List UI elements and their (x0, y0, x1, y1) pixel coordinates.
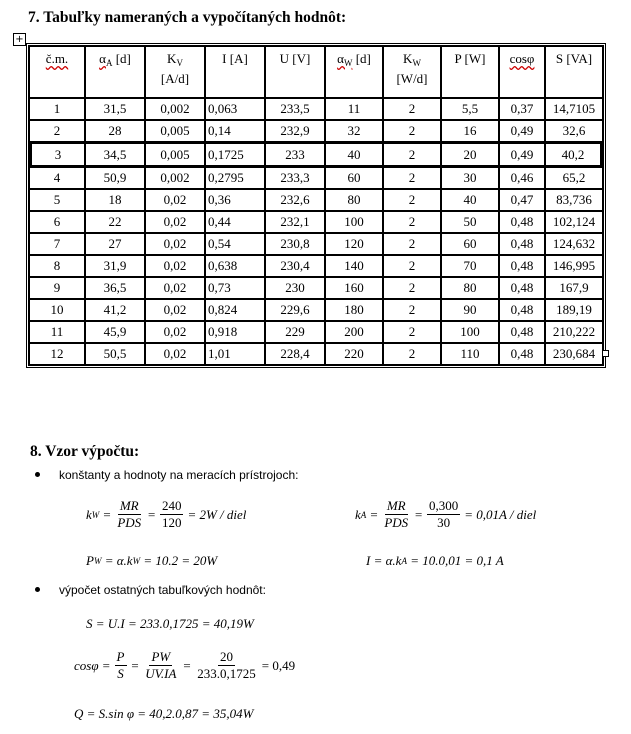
table-cell: 8 (29, 255, 85, 277)
table-cell: 2 (383, 299, 441, 321)
header-cm: č.m. (29, 46, 85, 98)
table-cell: 0,36 (205, 189, 265, 211)
table-cell: 31,9 (85, 255, 145, 277)
table-body (29, 98, 603, 365)
table-cell: 0,02 (145, 211, 205, 233)
table-cell: 7 (29, 233, 85, 255)
table-cell: 180 (325, 299, 383, 321)
formula-cos: cosφ = $\frac{P}{S}$ = $\frac{PW}{UV.IA}$ = $\frac{20}{233.0,1725}$ = 0,49 (74, 649, 296, 681)
table-row (29, 277, 603, 299)
table-cell: 50 (441, 211, 499, 233)
bullet-icon (35, 587, 40, 592)
table-row (29, 120, 603, 142)
table-cell: 40 (441, 189, 499, 211)
table-cell: 41,2 (85, 299, 145, 321)
table-cell: 110 (441, 343, 499, 365)
header-cos: cosφ (499, 46, 545, 98)
table-cell: 10 (29, 299, 85, 321)
header-alpha-a: $\alpha_A$ [d] (85, 46, 145, 98)
table-cell: 140 (325, 255, 383, 277)
table-cell: 36,5 (85, 277, 145, 299)
table-cell: 0,2795 (205, 167, 265, 189)
table-cell: 1,01 (205, 343, 265, 365)
bullet-icon (35, 472, 40, 477)
table-cell: 0,48 (499, 321, 545, 343)
table-cell: 50,5 (85, 343, 145, 365)
table-cell: 40 (325, 142, 383, 167)
header-kw: $K_W$ [W/d] (383, 46, 441, 98)
table-cell: 50,9 (85, 167, 145, 189)
table-cell: 0,48 (499, 299, 545, 321)
table-resize-handle-icon[interactable] (602, 350, 609, 357)
table-cell: 83,736 (545, 189, 603, 211)
table-cell: 0,49 (499, 120, 545, 142)
table-cell: 0,02 (145, 233, 205, 255)
table-row (29, 167, 603, 189)
header-kv: $K_V$ [A/d] (145, 46, 205, 98)
table-cell: 32 (325, 120, 383, 142)
table-cell: 0,49 (499, 142, 545, 167)
table-cell: 12 (29, 343, 85, 365)
table-cell: 220 (325, 343, 383, 365)
table-cell: 0,02 (145, 299, 205, 321)
header-s: S [VA] (545, 46, 603, 98)
table-cell: 210,222 (545, 321, 603, 343)
table-cell: 0,005 (145, 120, 205, 142)
table-cell: 230 (265, 277, 325, 299)
table-cell: 2 (383, 120, 441, 142)
table-cell: 0,02 (145, 321, 205, 343)
formula-kw: k W = $\frac{MR}{\text{PDS}}$ = $\frac{240}{120}$ = 2W / diel (86, 498, 247, 530)
table-cell: 0,002 (145, 167, 205, 189)
table-cell: 2 (383, 343, 441, 365)
table-cell: 232,1 (265, 211, 325, 233)
formula-pw: P W = α.k W = 10.2 = 20W (86, 553, 218, 568)
table-cell: 22 (85, 211, 145, 233)
table-cell: 0,824 (205, 299, 265, 321)
table-cell: 0,02 (145, 343, 205, 365)
table-cell: 2 (383, 233, 441, 255)
header-p: P [W] (441, 46, 499, 98)
table-cell: 0,54 (205, 233, 265, 255)
table-cell: 80 (325, 189, 383, 211)
section-8-heading: 8. Vzor výpočtu: (30, 443, 140, 460)
table-row (29, 321, 603, 343)
table-cell: 14,7105 (545, 98, 603, 120)
formula-s: S = U.I = 233.0,1725 = 40,19W (86, 616, 254, 631)
table-cell: 11 (29, 321, 85, 343)
table-cell: 189,19 (545, 299, 603, 321)
table-cell: 2 (383, 142, 441, 167)
table-cell: 0,73 (205, 277, 265, 299)
header-alpha-w: $\alpha_W$ [d] (325, 46, 383, 98)
table-cell: 0,47 (499, 189, 545, 211)
table-cell: 120 (325, 233, 383, 255)
table-cell: 2 (383, 189, 441, 211)
table-cell: 0,02 (145, 277, 205, 299)
table-row (29, 299, 603, 321)
table-cell: 0,02 (145, 189, 205, 211)
table-header-row (29, 46, 603, 98)
table-cell: 4 (29, 167, 85, 189)
bullet-other-text: výpočet ostatných tabuľkových hodnôt: (59, 583, 266, 597)
table-cell: 2 (383, 255, 441, 277)
table-cell: 2 (383, 277, 441, 299)
table-cell: 160 (325, 277, 383, 299)
table-cell: 0,02 (145, 255, 205, 277)
table-cell: 232,6 (265, 189, 325, 211)
table-cell: 233,5 (265, 98, 325, 120)
formula-q: Q = S.sin φ = 40,2.0,87 = 35,04W (74, 706, 254, 721)
table-cell: 5 (29, 189, 85, 211)
table-cell: 0,1725 (205, 142, 265, 167)
table-cell: 229,6 (265, 299, 325, 321)
table-cell: 229 (265, 321, 325, 343)
table-cell: 28 (85, 120, 145, 142)
table-row (29, 142, 603, 167)
table-cell: 2 (29, 120, 85, 142)
table-cell: 124,632 (545, 233, 603, 255)
table-cell: 70 (441, 255, 499, 277)
table-cell: 45,9 (85, 321, 145, 343)
table-cell: 2 (383, 167, 441, 189)
table-cell: 100 (325, 211, 383, 233)
table-cell: 228,4 (265, 343, 325, 365)
table-cell: 0,638 (205, 255, 265, 277)
table-cell: 65,2 (545, 167, 603, 189)
table-row (29, 98, 603, 120)
table-cell: 0,063 (205, 98, 265, 120)
table-cell: 3 (29, 142, 85, 167)
table-cell: 16 (441, 120, 499, 142)
formula-ka: k A = $\frac{MR}{\text{PDS}}$ = $\frac{0,300}{30}$ = 0,01A / diel (355, 498, 537, 530)
table-cell: 233,3 (265, 167, 325, 189)
table-cell: 0,46 (499, 167, 545, 189)
table-cell: 0,48 (499, 233, 545, 255)
table-cell: 0,002 (145, 98, 205, 120)
table-cell: 2 (383, 211, 441, 233)
table-cell: 32,6 (545, 120, 603, 142)
table-cell: 100 (441, 321, 499, 343)
table-row (29, 189, 603, 211)
table-cell: 6 (29, 211, 85, 233)
bullet-constants-text: konštanty a hodnoty na meracích prístrojoch: (59, 468, 299, 482)
table-cell: 11 (325, 98, 383, 120)
table-cell: 0,48 (499, 343, 545, 365)
table-cell: 230,4 (265, 255, 325, 277)
table-cell: 34,5 (85, 142, 145, 167)
table-cell: 2 (383, 321, 441, 343)
table-row (29, 233, 603, 255)
table-cell: 230,684 (545, 343, 603, 365)
table-cell: 40,2 (545, 142, 603, 167)
table-cell: 102,124 (545, 211, 603, 233)
table-cell: 30 (441, 167, 499, 189)
table-cell: 60 (441, 233, 499, 255)
header-u: U [V] (265, 46, 325, 98)
table-cell: 0,37 (499, 98, 545, 120)
measurement-table (28, 45, 604, 366)
table-cell: 60 (325, 167, 383, 189)
table-cell: 27 (85, 233, 145, 255)
table-cell: 20 (441, 142, 499, 167)
table-cell: 80 (441, 277, 499, 299)
table-cell: 0,44 (205, 211, 265, 233)
table-move-handle-icon[interactable]: + (13, 33, 26, 46)
table-cell: 31,5 (85, 98, 145, 120)
formula-i: I = α.k A = 10.0,01 = 0,1 A (366, 553, 504, 568)
table-cell: 0,005 (145, 142, 205, 167)
table-cell: 0,48 (499, 277, 545, 299)
table-cell: 0,918 (205, 321, 265, 343)
table-cell: 5,5 (441, 98, 499, 120)
table-cell: 200 (325, 321, 383, 343)
table-row (29, 211, 603, 233)
table-row (29, 255, 603, 277)
table-cell: 90 (441, 299, 499, 321)
table-cell: 233 (265, 142, 325, 167)
table-cell: 1 (29, 98, 85, 120)
header-i: I [A] (205, 46, 265, 98)
table-cell: 230,8 (265, 233, 325, 255)
table-cell: 167,9 (545, 277, 603, 299)
table-cell: 232,9 (265, 120, 325, 142)
table-cell: 0,14 (205, 120, 265, 142)
table-cell: 2 (383, 98, 441, 120)
table-cell: 9 (29, 277, 85, 299)
table-cell: 0,48 (499, 255, 545, 277)
table-cell: 18 (85, 189, 145, 211)
table-row (29, 343, 603, 365)
table-cell: 146,995 (545, 255, 603, 277)
section-7-heading: 7. Tabuľky nameraných a vypočítaných hodnôt: (28, 9, 347, 26)
table-cell: 0,48 (499, 211, 545, 233)
